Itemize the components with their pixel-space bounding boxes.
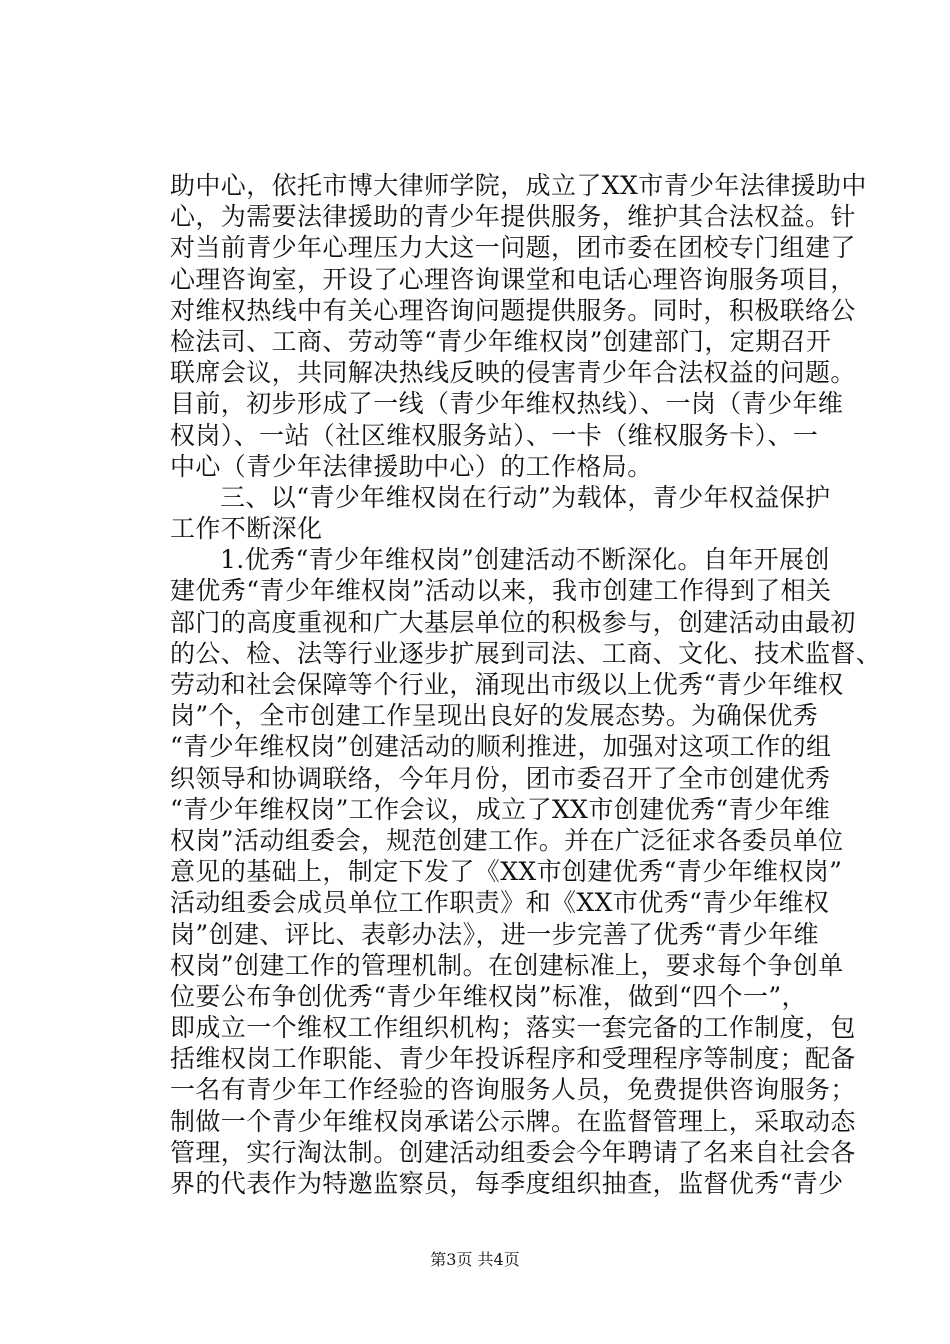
text-line: 心理咨询室，开设了心理咨询课堂和电话心理咨询服务项目， xyxy=(170,264,856,294)
text-line: 括维权岗工作职能、青少年投诉程序和受理程序等制度；配备 xyxy=(170,1044,856,1074)
text-line: 岗”创建、评比、表彰办法》，进一步完善了优秀“青少年维 xyxy=(170,919,819,949)
text-line: 的公、检、法等行业逐步扩展到司法、工商、文化、技术监督、 xyxy=(170,638,882,668)
text-line: 联席会议，共同解决热线反映的侵害青少年合法权益的问题。 xyxy=(170,358,856,388)
text-line: 建优秀“青少年维权岗”活动以来，我市创建工作得到了相关 xyxy=(170,576,832,606)
text-line: 权岗）、一站（社区维权服务站）、一卡（维权服务卡）、一 xyxy=(170,420,819,450)
text-line: 检法司、工商、劳动等“青少年维权岗”创建部门，定期召开 xyxy=(170,326,832,356)
text-line: 劳动和社会保障等个行业，涌现出市级以上优秀“青少年维权 xyxy=(170,670,844,699)
text-line: 中心（青少年法律援助中心）的工作格局。 xyxy=(170,451,653,481)
text-line: 权岗”创建工作的管理机制。在创建标准上，要求每个争创单 xyxy=(170,950,844,980)
text-line: 意见的基础上，制定下发了《XX市创建优秀“青少年维权岗” xyxy=(170,857,843,887)
text-line: 岗”个，全市创建工作呈现出良好的发展态势。为确保优秀 xyxy=(170,701,819,731)
text-line: 活动组委会成员单位工作职责》和《XX市优秀“青少年维权 xyxy=(170,888,830,918)
text-line: 助中心，依托市博大律师学院，成立了XX市青少年法律援助中 xyxy=(170,171,867,200)
text-line: 制做一个青少年维权岗承诺公示牌。在监督管理上，采取动态 xyxy=(170,1106,856,1136)
text-line: 界的代表作为特邀监察员，每季度组织抽查，监督优秀“青少 xyxy=(170,1169,844,1198)
paragraph-first-line: 1.优秀“青少年维权岗”创建活动不断深化。自年开展创 xyxy=(220,545,830,575)
text-line: 一名有青少年工作经验的咨询服务人员，免费提供咨询服务； xyxy=(170,1075,856,1105)
text-line: 心，为需要法律援助的青少年提供服务，维护其合法权益。针 xyxy=(170,202,856,232)
page-number-footer: 第3页 共4页 xyxy=(430,1250,520,1269)
text-line: 即成立一个维权工作组织机构；落实一套完备的工作制度，包 xyxy=(170,1013,856,1043)
body-text xyxy=(170,170,882,1199)
text-line: 部门的高度重视和广大基层单位的积极参与，创建活动由最初 xyxy=(170,607,856,637)
section-heading-line: 三、以“青少年维权岗在行动”为载体，青少年权益保护 xyxy=(220,482,831,512)
section-heading-line: 工作不断深化 xyxy=(170,514,323,544)
text-line: 位要公布争创优秀“青少年维权岗”标准，做到“四个一”， xyxy=(170,981,807,1011)
text-line: 织领导和协调联络，今年月份，团市委召开了全市创建优秀 xyxy=(170,763,831,793)
text-line: “青少年维权岗”创建活动的顺利推进，加强对这项工作的组 xyxy=(170,732,832,762)
text-line: 目前，初步形成了一线（青少年维权热线）、一岗（青少年维 xyxy=(170,389,844,419)
text-line: 对当前青少年心理压力大这一问题，团市委在团校专门组建了 xyxy=(170,233,856,263)
text-line: 管理，实行淘汰制。创建活动组委会今年聘请了名来自社会各 xyxy=(170,1137,856,1167)
text-line: “青少年维权岗”工作会议，成立了XX市创建优秀“青少年维 xyxy=(170,794,831,824)
text-line: 权岗”活动组委会，规范创建工作。并在广泛征求各委员单位 xyxy=(170,825,844,855)
text-line: 对维权热线中有关心理咨询问题提供服务。同时，积极联络公 xyxy=(170,295,856,325)
